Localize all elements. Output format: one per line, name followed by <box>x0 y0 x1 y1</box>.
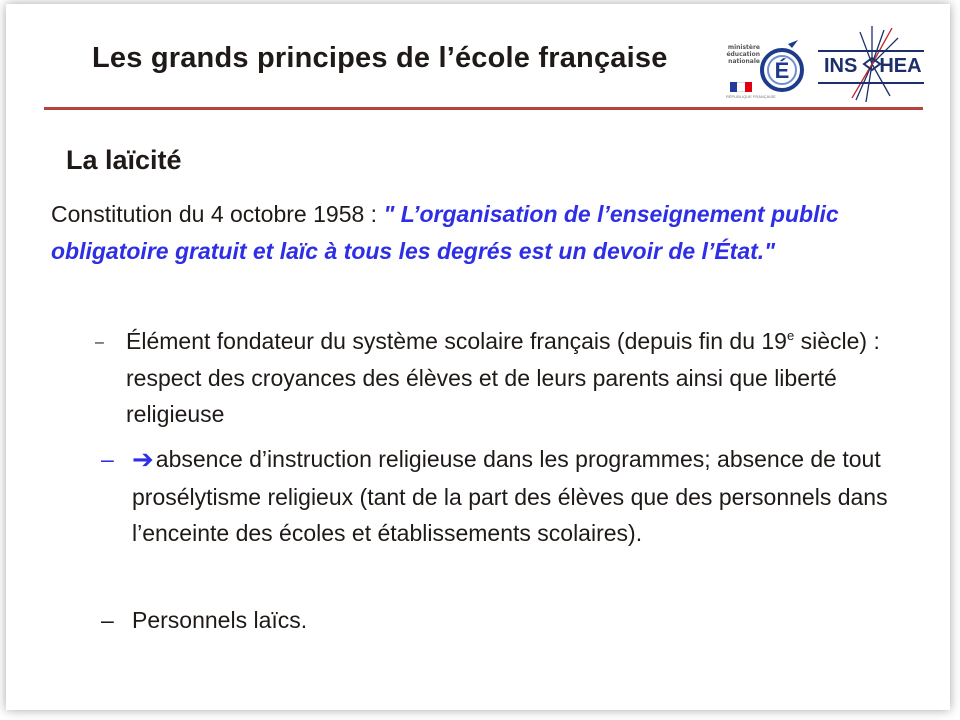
bullet-item-founding <box>95 323 915 433</box>
bullet-text: Personnels laïcs. <box>132 607 308 633</box>
republique-caption: RÉPUBLIQUE FRANÇAISE <box>726 94 776 99</box>
bullet-dash: – <box>101 607 114 633</box>
inshea-left-text: INS <box>824 55 858 77</box>
inshea-logo <box>812 24 932 102</box>
slide <box>6 4 950 710</box>
ministry-education-logo <box>724 22 804 104</box>
title-divider <box>44 107 923 110</box>
bullet-item-lay-staff <box>101 602 911 639</box>
inshea-wordmark <box>824 55 922 78</box>
ministry-e-mark-letter: É <box>774 58 790 83</box>
constitution-intro <box>51 196 921 269</box>
french-flag-icon <box>730 82 752 92</box>
right-arrow-icon: ➔ <box>132 445 154 475</box>
bullet-text: Élément fondateur du système scolaire français (depuis fin du 19e siècle) : respect des croyances des élèves et de leurs parents ainsi que liberté religieuse <box>126 328 880 427</box>
ministry-e-mark-icon <box>758 40 806 94</box>
constitution-quote: " L’organisation de l’enseignement public obligatoire gratuit et laïc à tous les degrés est un devoir de l’État." <box>51 201 839 264</box>
bullet-item-no-religious-instruction <box>101 441 911 552</box>
bullet-dash: – <box>101 446 114 472</box>
intro-lead: Constitution du 4 octobre 1958 : <box>51 201 384 227</box>
inshea-right-text: HEA <box>879 55 922 77</box>
ministry-logo-text: ministère éducation nationale <box>726 44 760 65</box>
bullet-text: ➔absence d’instruction religieuse dans les programmes; absence de tout prosélytisme religieux (tant de la part des élèves que des personnels dans l’enceinte des écoles et établissements scolaires). <box>132 441 911 552</box>
slide-title: Les grands principes de l’école française <box>92 42 668 74</box>
bullet-dash: – <box>95 334 104 351</box>
section-title: La laïcité <box>66 145 182 175</box>
